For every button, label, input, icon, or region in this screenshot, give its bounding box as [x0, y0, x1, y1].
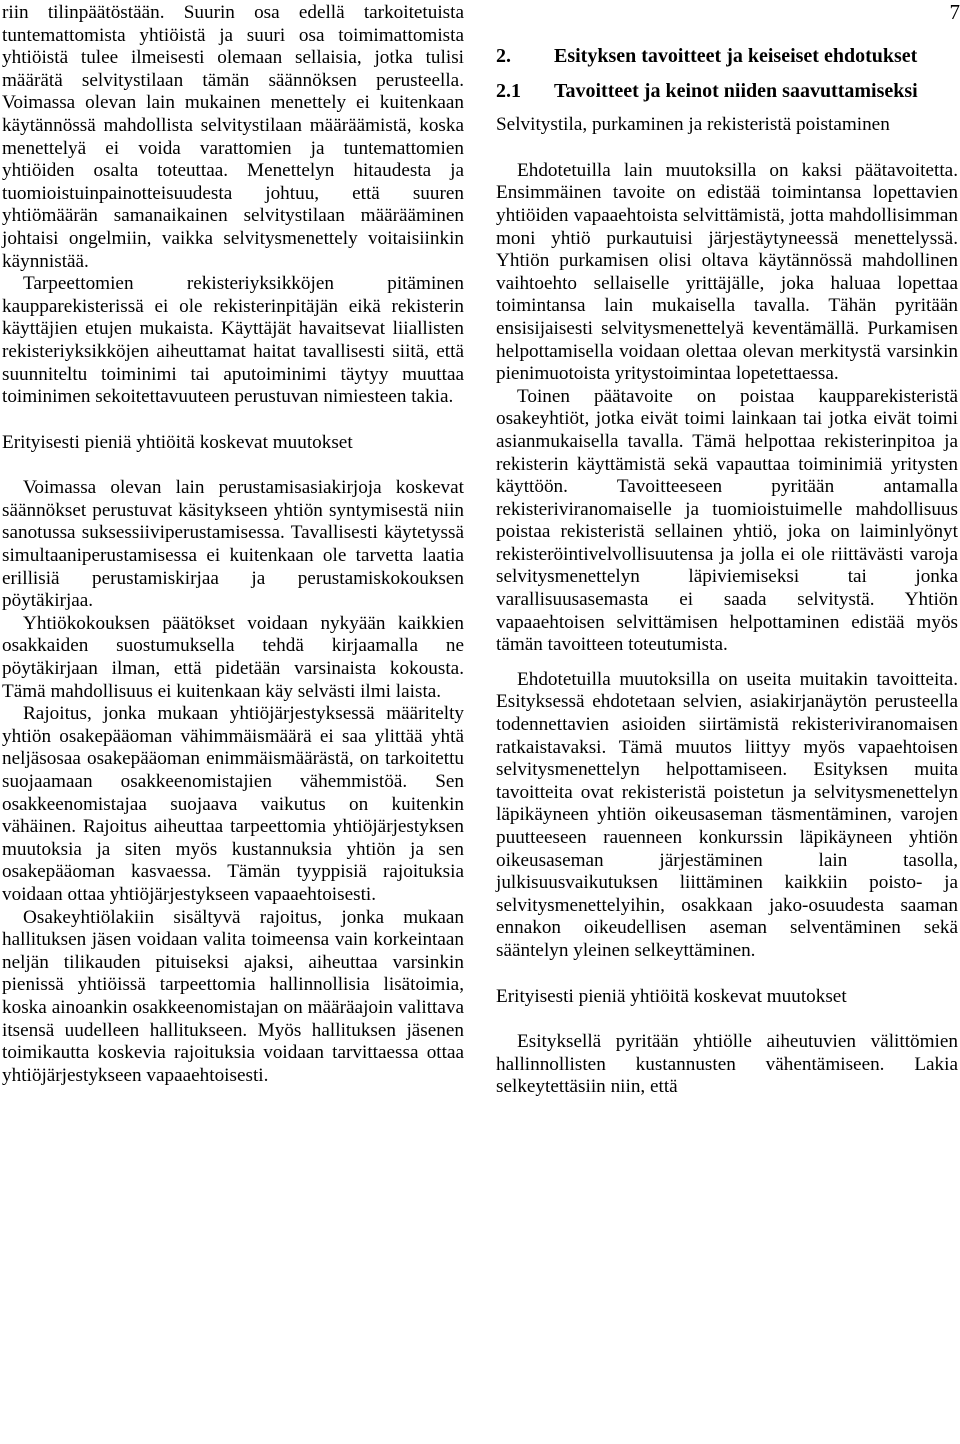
paragraph: Ehdotetuilla muutoksilla on useita muitakin tavoitteita. Esityksessä ehdotetaan selvien, asiakirjanäytön perusteella todennettavien asioiden siirtämistä rekisteriviranomaisen ratkaistavaksi. Tämä muutos liittyy myös vapaehtoisen selvitysmenettelyn helpottamiseen. Esityksen muita tavoitteita ovat rekisteristä poistetun ja selvitysmenettelyn läpikäyneen yhtiön oikeusaseman täsmentäminen, varojen puutteeseen rauenneen konkurssin läpikäyneen yhtiön oikeusaseman järjestäminen lain tasolla, julkisuusvaikutuksen liittäminen kaikkiin poisto- ja selvitysmenettelyihin, osakkaan jako-osuudesta saaman ennakon oikeudellisen aseman selventäminen sekä sääntelyn yleinen selkeyttäminen.	[496, 668, 958, 961]
section-title: Esityksen tavoitteet ja keiseiset ehdotukset	[554, 45, 918, 67]
paragraph: Esityksellä pyritään yhtiölle aiheutuvien välittömien hallinnollisten kustannusten vähentämiseen. Lakia selkeytettäsiin niin, että	[496, 1031, 958, 1098]
subsection-title: Tavoitteet ja keinot niiden saavuttamiseksi	[554, 79, 918, 102]
section-heading	[496, 45, 958, 68]
left-column	[2, 2, 464, 1087]
right-column	[496, 45, 958, 1099]
subheading: Erityisesti pieniä yhtiöitä koskevat muutokset	[496, 985, 847, 1007]
subsection-heading	[496, 80, 958, 103]
subheading: Selvitystila, purkaminen ja rekisteristä poistaminen	[496, 114, 890, 136]
paragraph: Rajoitus, jonka mukaan yhtiöjärjestyksessä määritelty yhtiön osakepääoman vähimmäismäärä ei saa ylittää yhtä neljäsosaa osakepääoman enimmäismäärästä, on tarkoitettu suojaamaan osakkeenomistajien vähemmistöä. Sen osakkeenomistajaa suojaava vaikutus on kuitenkin vähäinen. Rajoitus aiheuttaa tarpeettomia yhtiöjärjestyksen muutoksia ja siten myös kustannuksia yhtiön ja sen osakepääoman kasvaessa. Tämän tyyppisiä rajoituksia voidaan ottaa yhtiöjärjestykseen vapaaehtoisesti.	[2, 703, 464, 905]
subsection-number: 2.1	[496, 79, 521, 102]
paragraph: Osakeyhtiölakiin sisältyvä rajoitus, jonka mukaan hallituksen jäsen voidaan valita toimeensa vain korkeintaan neljän tilikauden pituiseksi ajaksi, aiheuttaa varsinkin pienissä yhtiöissä tarpeettomia hallinnollisia lisätoimia, koska ainoankin osakkeenomistajan on määräajoin valittava itsensä uudelleen hallitukseen. Myös hallituksen jäsenen toimikautta koskevia rajoituksia voidaan tarvittaessa ottaa yhtiöjärjestykseen vapaaehtoisesti.	[2, 906, 464, 1086]
page-number: 7	[949, 0, 960, 24]
paragraph: Ehdotetuilla lain muutoksilla on kaksi päätavoitetta. Ensimmäinen tavoite on edistää toimintansa lopettavien yhtiöiden vapaaehtoista selvittämistä, jotta mahdollisimman moni yhtiö purkautuisi järjestäytyneessä menettelyssä. Yhtiön purkamisen olisi oltava käytännössä mahdollinen vaihtoehto sellaiselle yrittäjälle, joka haluaa lopettaa toimintansa lain mukaisella tavalla. Tähän pyritään ensisijaisesti selvitysmenettelyä keventämällä. Purkamisen helpottamisella voidaan olettaa olevan merkitystä varsinkin pienimuotoista yritystoimintaa lopetettaessa.	[496, 159, 958, 385]
paragraph: riin tilinpäätöstään. Suurin osa edellä tarkoitetuista tuntemattomista yhtiöistä ja suuri osa toimimattomista yhtiöistä tulee ilmeisesti olemaan sellaisia, jotka tulisi määrätä selvitystilaan tämän säännöksen perusteella. Voimassa olevan lain mukainen menettely ei kuitenkaan käytännössä mahdollista selvitystilaan määräämistä, koska menettelyä ei voida varattomien ja tuntemattomien yhtiöiden osalta toteuttaa. Menettelyn hitaudesta ja tuomioistuinpainotteisuudesta johtuu, että suuren yhtiömäärän samanaikainen selvitystilaan määrääminen johtaisi ongelmiin, vaikka selvitysmenettely voitaisiinkin käynnistää.	[2, 2, 464, 272]
paragraph: Voimassa olevan lain perustamisasiakirjoja koskevat säännökset perustuvat käsitykseen yhtiön syntymisestä niin sanotussa suksessiiviperustamisessa. Tavallisesti käytetyssä simultaaniperustamisessa ei kuitenkaan ole tarvetta laatia erillisiä perustamiskirjaa ja perustamiskokouksen pöytäkirjaa.	[2, 477, 464, 612]
section-number: 2.	[496, 45, 511, 67]
paragraph: Yhtiökokouksen päätökset voidaan nykyään kaikkien osakkaiden suostumuksella tehdä kirjaamalla ne pöytäkirjaan ilman, että pidetään varsinaista kokousta. Tämä mahdollisuus ei kuitenkaan käy selvästi ilmi laista.	[2, 612, 464, 702]
subheading: Erityisesti pieniä yhtiöitä koskevat muutokset	[2, 431, 353, 453]
paragraph: Toinen päätavoite on poistaa kaupparekisteristä osakeyhtiöt, jotka eivät toimi lainkaan tai jotka eivät toimi asianmukaisella tavalla. Tämä helpottaa rekisterinpitoa ja rekisterin käyttämistä sekä vapauttaa toiminimiä yritysten käyttöön. Tavoitteeseen pyritään antamalla rekisteriviranomaiselle ja tuomioistuimelle mahdollisuus poistaa rekisteristä sellainen yhtiö, joka on laiminlyönyt rekisteröintivelvollisuutensa ja jolla ei ole riittävästi varoja selvitysmenettelyn läpiviemiseksi tai jonka varallisuusasemasta ei saada selvitystä. Yhtiön vapaaehtoisen selvittämisen helpottaminen edistää myös tämän tavoitteen toteutumista.	[496, 385, 958, 656]
paragraph: Tarpeettomien rekisteriyksikköjen pitäminen kaupparekisterissä ei ole rekisterinpitäjän eikä rekisterin käyttäjien etujen mukaista. Käyttäjät havaitsevat liiallisten rekisteriyksikköjen aiheuttamat haitat tavallisesti siitä, että suunniteltu toiminimi tai aputoiminimi täytyy muuttaa toiminimen sekoitettavuuteen perustuvan nimiesteen takia.	[2, 273, 464, 408]
